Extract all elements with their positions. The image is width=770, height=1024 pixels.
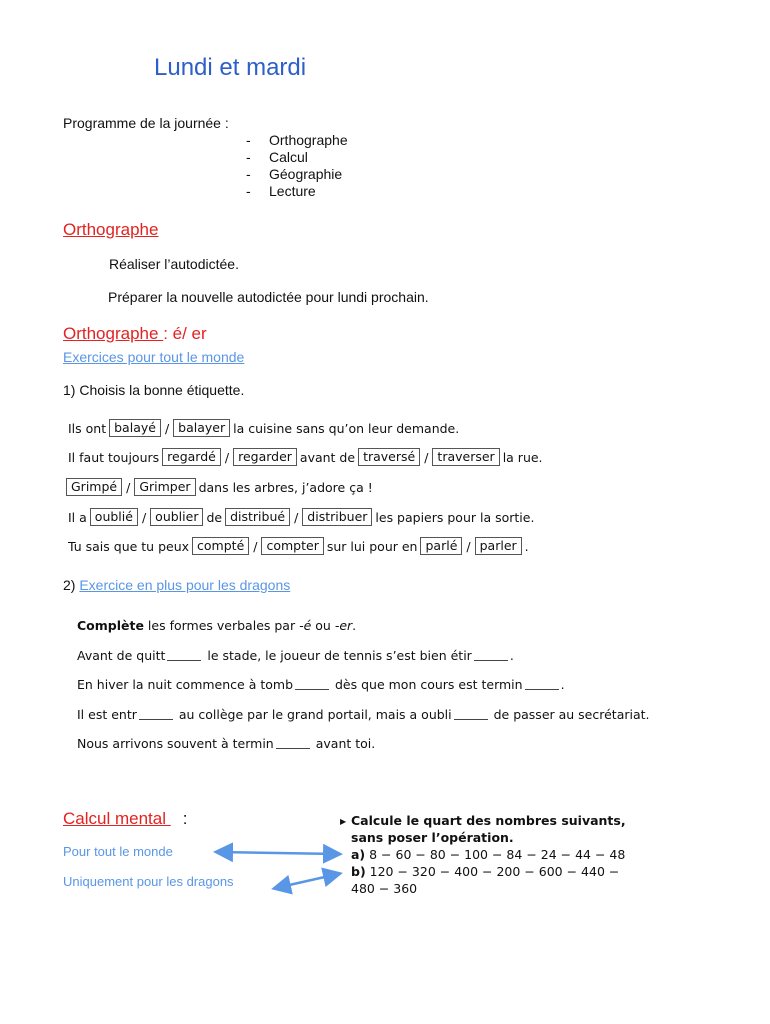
programme-item: - Lecture	[246, 183, 348, 200]
calcul-instruction-box: ▶ Calcule le quart des nombres suivants, sans poser l’opération. a) 8 − 60 − 80 − 100 − 84 − 24 − 44 − 48 b) 120 − 320 − 400 − 200 − 600 − 440 − 480 − 360	[340, 813, 626, 896]
blank-field[interactable]	[525, 679, 559, 690]
page-title: Lundi et mardi	[154, 54, 307, 81]
label-option[interactable]: compter	[261, 537, 323, 555]
label-option[interactable]: distribuer	[302, 508, 372, 526]
label-option[interactable]: traversé	[358, 448, 420, 466]
label-option[interactable]: distribué	[225, 508, 290, 526]
label-option[interactable]: regarder	[233, 448, 297, 466]
label-option[interactable]: Grimpé	[66, 478, 122, 496]
uniquement-dragons-link[interactable]: Uniquement pour les dragons	[63, 874, 234, 889]
exercise-2-sentence: En hiver la nuit commence à tomb dès que mon cours est termin .	[77, 677, 565, 692]
label-option[interactable]: Grimper	[134, 478, 195, 496]
blank-field[interactable]	[276, 738, 310, 749]
double-arrow-icons	[210, 838, 350, 898]
programme-list	[246, 132, 348, 200]
programme-item: - Orthographe	[246, 132, 348, 149]
label-option[interactable]: oublié	[90, 508, 138, 526]
arrow-icon	[218, 852, 338, 854]
bullet-icon: ▶	[340, 817, 347, 826]
exercise-line: Tu sais que tu peux compté / compter sur lui pour en parlé / parler .	[68, 538, 529, 554]
label-option[interactable]: parler	[475, 537, 522, 555]
label-option[interactable]: oublier	[150, 508, 203, 526]
blank-field[interactable]	[474, 650, 508, 661]
exercise-line: Il faut toujours regardé / regarder avant de traversé / traverser la rue.	[68, 449, 543, 465]
programme-item: - Géographie	[246, 166, 348, 183]
blank-field[interactable]	[454, 709, 488, 720]
label-option[interactable]: balayé	[109, 419, 161, 437]
question-1: 1) Choisis la bonne étiquette.	[63, 382, 245, 398]
exercise-2-sentence: Avant de quitt le stade, le joueur de tennis s’est bien étir .	[77, 648, 514, 663]
task-autodictee: Réaliser l’autodictée.	[109, 256, 239, 272]
exercise-2-sentence: Il est entr au collège par le grand portail, mais a oubli de passer au secrétariat.	[77, 707, 650, 722]
label-option[interactable]: traverser	[432, 448, 499, 466]
exercise-2-instruction: Complète les formes verbales par -é ou -er .	[77, 618, 357, 633]
label-option[interactable]: regardé	[162, 448, 221, 466]
blank-field[interactable]	[139, 709, 173, 720]
orthographe-e-er-heading: Orthographe : é/ er	[63, 324, 207, 343]
label-option[interactable]: compté	[192, 537, 249, 555]
label-option[interactable]: parlé	[420, 537, 462, 555]
calcul-instruction: Calcule le quart des nombres suivants, sans poser l’opération.	[351, 813, 626, 845]
exercise-2-sentence: Nous arrivons souvent à termin avant toi.	[77, 736, 376, 751]
blank-field[interactable]	[295, 679, 329, 690]
calcul-b-values: 120 − 320 − 400 − 200 − 600 − 440 − 480 − 360	[351, 864, 624, 896]
blank-field[interactable]	[167, 650, 201, 661]
exercices-tout-le-monde-link[interactable]: Exercices pour tout le monde	[63, 349, 245, 365]
orthographe-heading: Orthographe	[63, 220, 159, 239]
exercise-2-heading: 2) Exercice en plus pour les dragons	[63, 577, 291, 593]
calcul-mental-heading: Calcul mental :	[63, 809, 188, 828]
programme-item: - Calcul	[246, 149, 348, 166]
pour-tout-le-monde-link[interactable]: Pour tout le monde	[63, 844, 173, 859]
task-nouvelle-autodictee: Préparer la nouvelle autodictée pour lundi prochain.	[108, 289, 429, 305]
exercise-line: Grimpé / Grimper dans les arbres, j’adore ça !	[63, 478, 373, 496]
exercise-line: Ils ont balayé / balayer la cuisine sans qu’on leur demande.	[68, 420, 460, 436]
calcul-a-values: 8 − 60 − 80 − 100 − 84 − 24 − 44 − 48	[365, 847, 626, 862]
exercise-line: Il a oublié / oublier de distribué / distribuer les papiers pour la sortie.	[68, 509, 535, 525]
programme-label: Programme de la journée :	[63, 115, 229, 131]
arrow-icon	[276, 874, 338, 888]
label-option[interactable]: balayer	[173, 419, 230, 437]
exercice-dragons-link[interactable]: Exercice en plus pour les dragons	[79, 577, 291, 593]
